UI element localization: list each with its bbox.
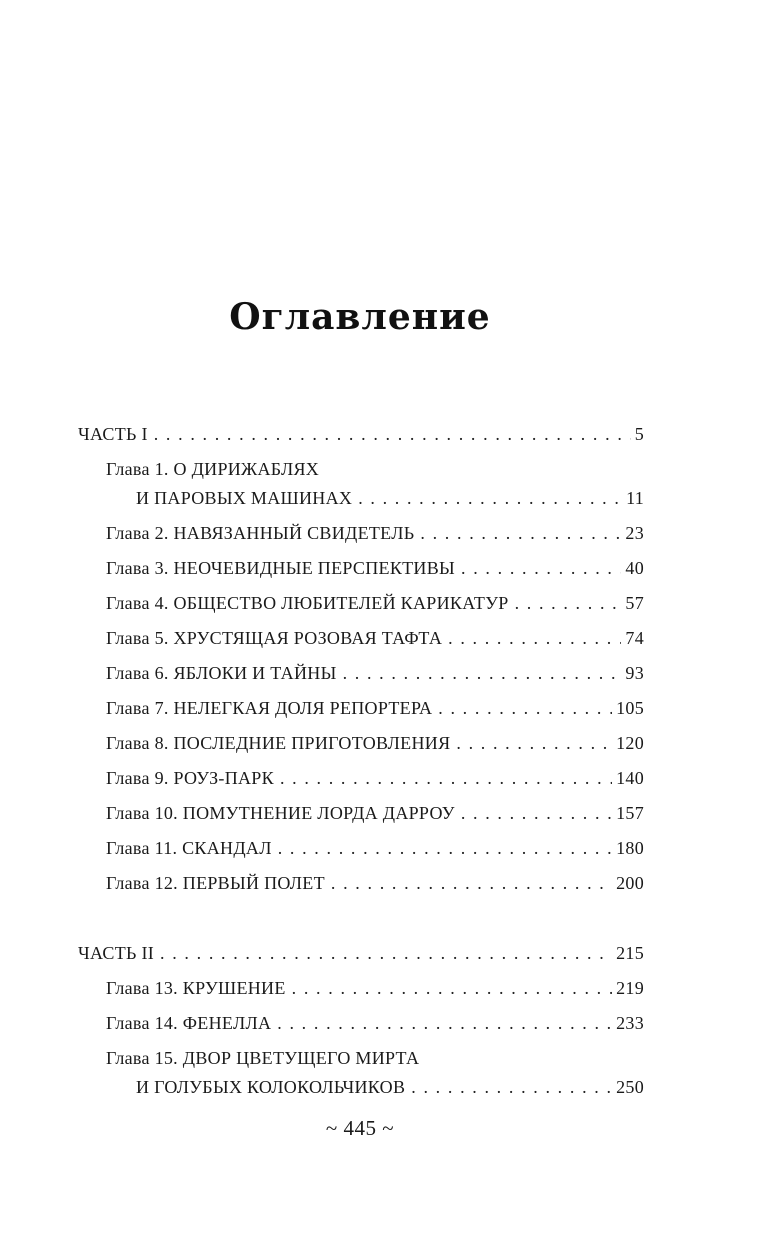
toc-chapter-8 (78, 730, 644, 765)
page-number: 250 (616, 1077, 644, 1097)
toc-chapter-1-line2 (78, 485, 644, 520)
leader-dots (448, 625, 621, 651)
leader-dots (461, 800, 612, 826)
page-number: 57 (625, 593, 644, 613)
toc-chapter-3 (78, 555, 644, 590)
page-number: 5 (634, 424, 644, 444)
toc-chapter-12 (78, 870, 644, 905)
chapter-label: Глава 15. ДВОР ЦВЕТУЩЕГО МИРТА (106, 1048, 420, 1068)
chapter-label: Глава 14. ФЕНЕЛЛА (106, 1013, 272, 1033)
page-number: 140 (616, 768, 644, 788)
toc-chapter-14 (78, 1010, 644, 1045)
page-number: 120 (616, 733, 644, 753)
toc-chapter-5 (78, 625, 644, 660)
leader-dots (438, 695, 612, 721)
chapter-label-continued: И ПАРОВЫХ МАШИНАХ (136, 488, 353, 508)
leader-dots (461, 555, 621, 581)
section-spacer (78, 905, 644, 940)
chapter-label: Глава 8. ПОСЛЕДНИЕ ПРИГОТОВЛЕНИЯ (106, 733, 451, 753)
toc-chapter-15-line1 (78, 1045, 644, 1074)
chapter-label: Глава 2. НАВЯЗАННЫЙ СВИДЕТЕЛЬ (106, 523, 415, 543)
toc-part-1 (78, 421, 644, 456)
folio-page-number: ~ 445 ~ (325, 1116, 395, 1140)
toc-chapter-7 (78, 695, 644, 730)
leader-dots (456, 730, 612, 756)
toc-chapter-11 (78, 835, 644, 870)
page-number: 40 (625, 558, 644, 578)
page-title: Оглавление (229, 296, 491, 338)
chapter-label: Глава 6. ЯБЛОКИ И ТАЙНЫ (106, 663, 337, 683)
chapter-label: Глава 3. НЕОЧЕВИДНЫЕ ПЕРСПЕКТИВЫ (106, 558, 456, 578)
chapter-label: Глава 12. ПЕРВЫЙ ПОЛЕТ (106, 873, 325, 893)
toc-part-2 (78, 940, 644, 975)
page-number: 93 (625, 663, 644, 683)
toc-chapter-13 (78, 975, 644, 1010)
leader-dots (278, 835, 612, 861)
chapter-label: Глава 7. НЕЛЕГКАЯ ДОЛЯ РЕПОРТЕРА (106, 698, 433, 718)
page-number: 233 (616, 1013, 644, 1033)
chapter-label: Глава 11. СКАНДАЛ (106, 838, 272, 858)
leader-dots (154, 421, 631, 447)
leader-dots (343, 660, 622, 686)
leader-dots (292, 975, 612, 1001)
toc-chapter-2 (78, 520, 644, 555)
chapter-label: Глава 10. ПОМУТНЕНИЕ ЛОРДА ДАРРОУ (106, 803, 455, 823)
leader-dots (358, 485, 622, 511)
toc-chapter-10 (78, 800, 644, 835)
page-number: 23 (625, 523, 644, 543)
leader-dots (277, 1010, 612, 1036)
leader-dots (420, 520, 621, 546)
chapter-label: Глава 1. О ДИРИЖАБЛЯХ (106, 459, 320, 479)
leader-dots (331, 870, 612, 896)
toc-chapter-4 (78, 590, 644, 625)
page-number: 200 (616, 873, 644, 893)
chapter-label-continued: И ГОЛУБЫХ КОЛОКОЛЬЧИКОВ (136, 1077, 406, 1097)
toc-chapter-1-line1 (78, 456, 644, 485)
part-label: ЧАСТЬ II (78, 943, 155, 963)
page-number: 157 (616, 803, 644, 823)
table-of-contents (78, 421, 644, 1109)
toc-chapter-6 (78, 660, 644, 695)
page-number: 74 (625, 628, 644, 648)
page-number: 219 (616, 978, 644, 998)
part-label: ЧАСТЬ I (78, 424, 148, 444)
chapter-label: Глава 4. ОБЩЕСТВО ЛЮБИТЕЛЕЙ КАРИКАТУР (106, 593, 509, 613)
leader-dots (280, 765, 612, 791)
chapter-label: Глава 5. ХРУСТЯЩАЯ РОЗОВАЯ ТАФТА (106, 628, 443, 648)
page-number: 180 (616, 838, 644, 858)
leader-dots (160, 940, 612, 966)
page-number: 105 (616, 698, 644, 718)
chapter-label: Глава 13. КРУШЕНИЕ (106, 978, 286, 998)
page-number: 11 (626, 488, 644, 508)
page-number: 215 (616, 943, 644, 963)
toc-chapter-9 (78, 765, 644, 800)
leader-dots (411, 1074, 612, 1100)
leader-dots (515, 590, 622, 616)
chapter-label: Глава 9. РОУЗ-ПАРК (106, 768, 274, 788)
toc-chapter-15-line2 (78, 1074, 644, 1109)
